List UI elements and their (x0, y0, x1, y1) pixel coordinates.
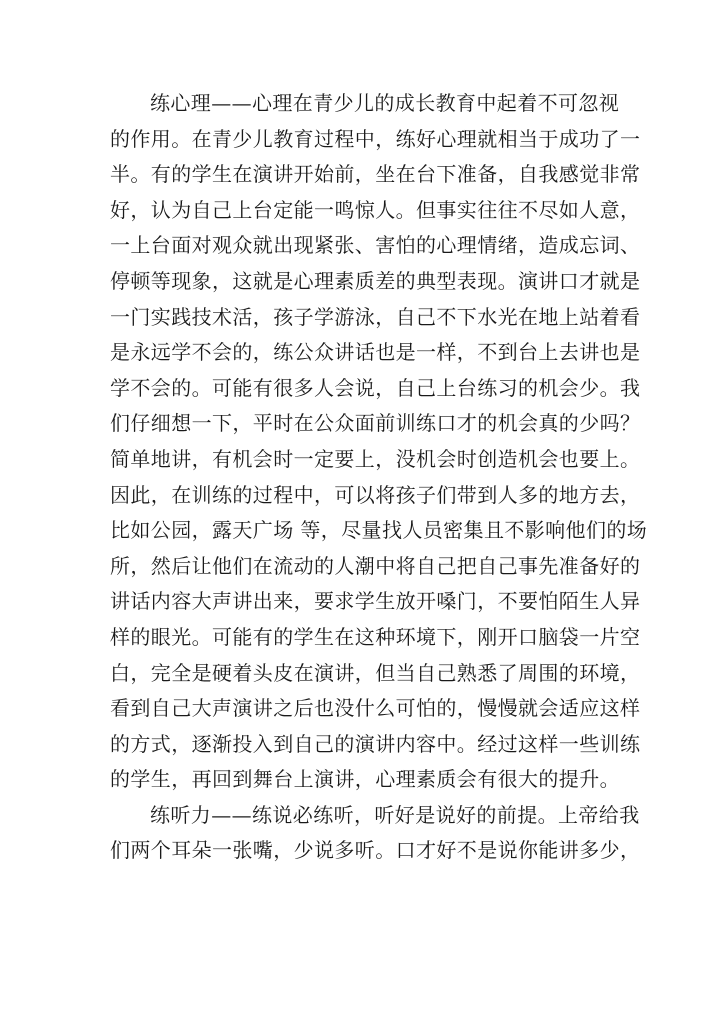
paragraph-1-line-16: 样的眼光。可能有的学生在这种环境下，刚开口脑袋一片空 (110, 624, 641, 649)
paragraph-1-line-8: 是永远学不会的，练公众讲话也是一样，不到台上去讲也是 (110, 340, 641, 365)
paragraph-1-line-15: 讲话内容大声讲出来，要求学生放开嗓门，不要怕陌生人异 (110, 589, 641, 614)
paragraph-1-line-3: 半。有的学生在演讲开始前，坐在台下准备，自我感觉非常 (110, 162, 641, 187)
paragraph-1-line-10: 们仔细想一下，平时在公众面前训练口才的机会真的少吗？ (110, 411, 641, 436)
paragraph-2-line-2: 们两个耳朵一张嘴，少说多听。口才好不是说你能讲多少， (110, 838, 641, 863)
paragraph-1-line-6: 停顿等现象，这就是心理素质差的典型表现。演讲口才就是 (110, 268, 641, 293)
paragraph-2-line-1: 练听力——练说必练听，听好是说好的前提。上帝给我 (150, 802, 640, 827)
paragraph-1-line-19: 的方式，逐渐投入到自己的演讲内容中。经过这样一些训练 (110, 731, 641, 756)
paragraph-1-line-1: 练心理——心理在青少儿的成长教育中起着不可忽视 (150, 91, 620, 115)
paragraph-1-line-11: 简单地讲，有机会时一定要上，没机会时创造机会也要上。 (110, 446, 641, 471)
paragraph-1-line-7: 一门实践技术活，孩子学游泳，自己不下水光在地上站着看 (110, 304, 641, 329)
paragraph-1-line-5: 一上台面对观众就出现紧张、害怕的心理情绪，造成忘词、 (110, 233, 641, 258)
paragraph-1-line-2: 的作用。在青少儿教育过程中，练好心理就相当于成功了一 (110, 126, 641, 151)
paragraph-1-line-14: 所，然后让他们在流动的人潮中将自己把自己事先准备好的 (110, 553, 641, 578)
paragraph-1-line-13: 比如公园，露天广场 等，尽量找人员密集且不影响他们的场 (110, 518, 648, 543)
paragraph-1-line-20: 的学生，再回到舞台上演讲，心理素质会有很大的提升。 (110, 767, 620, 792)
paragraph-1-line-17: 白，完全是硬着头皮在演讲，但当自己熟悉了周围的环境， (110, 660, 641, 685)
paragraph-1-line-9: 学不会的。可能有很多人会说，自己上台练习的机会少。我 (110, 375, 641, 400)
paragraph-1-line-18: 看到自己大声演讲之后也没什么可怕的，慢慢就会适应这样 (110, 696, 641, 721)
paragraph-1-line-12: 因此，在训练的过程中，可以将孩子们带到人多的地方去， (110, 482, 641, 507)
body-text (110, 86, 648, 869)
paragraph-1-line-4: 好，认为自己上台定能一鸣惊人。但事实往往不尽如人意， (110, 197, 641, 222)
